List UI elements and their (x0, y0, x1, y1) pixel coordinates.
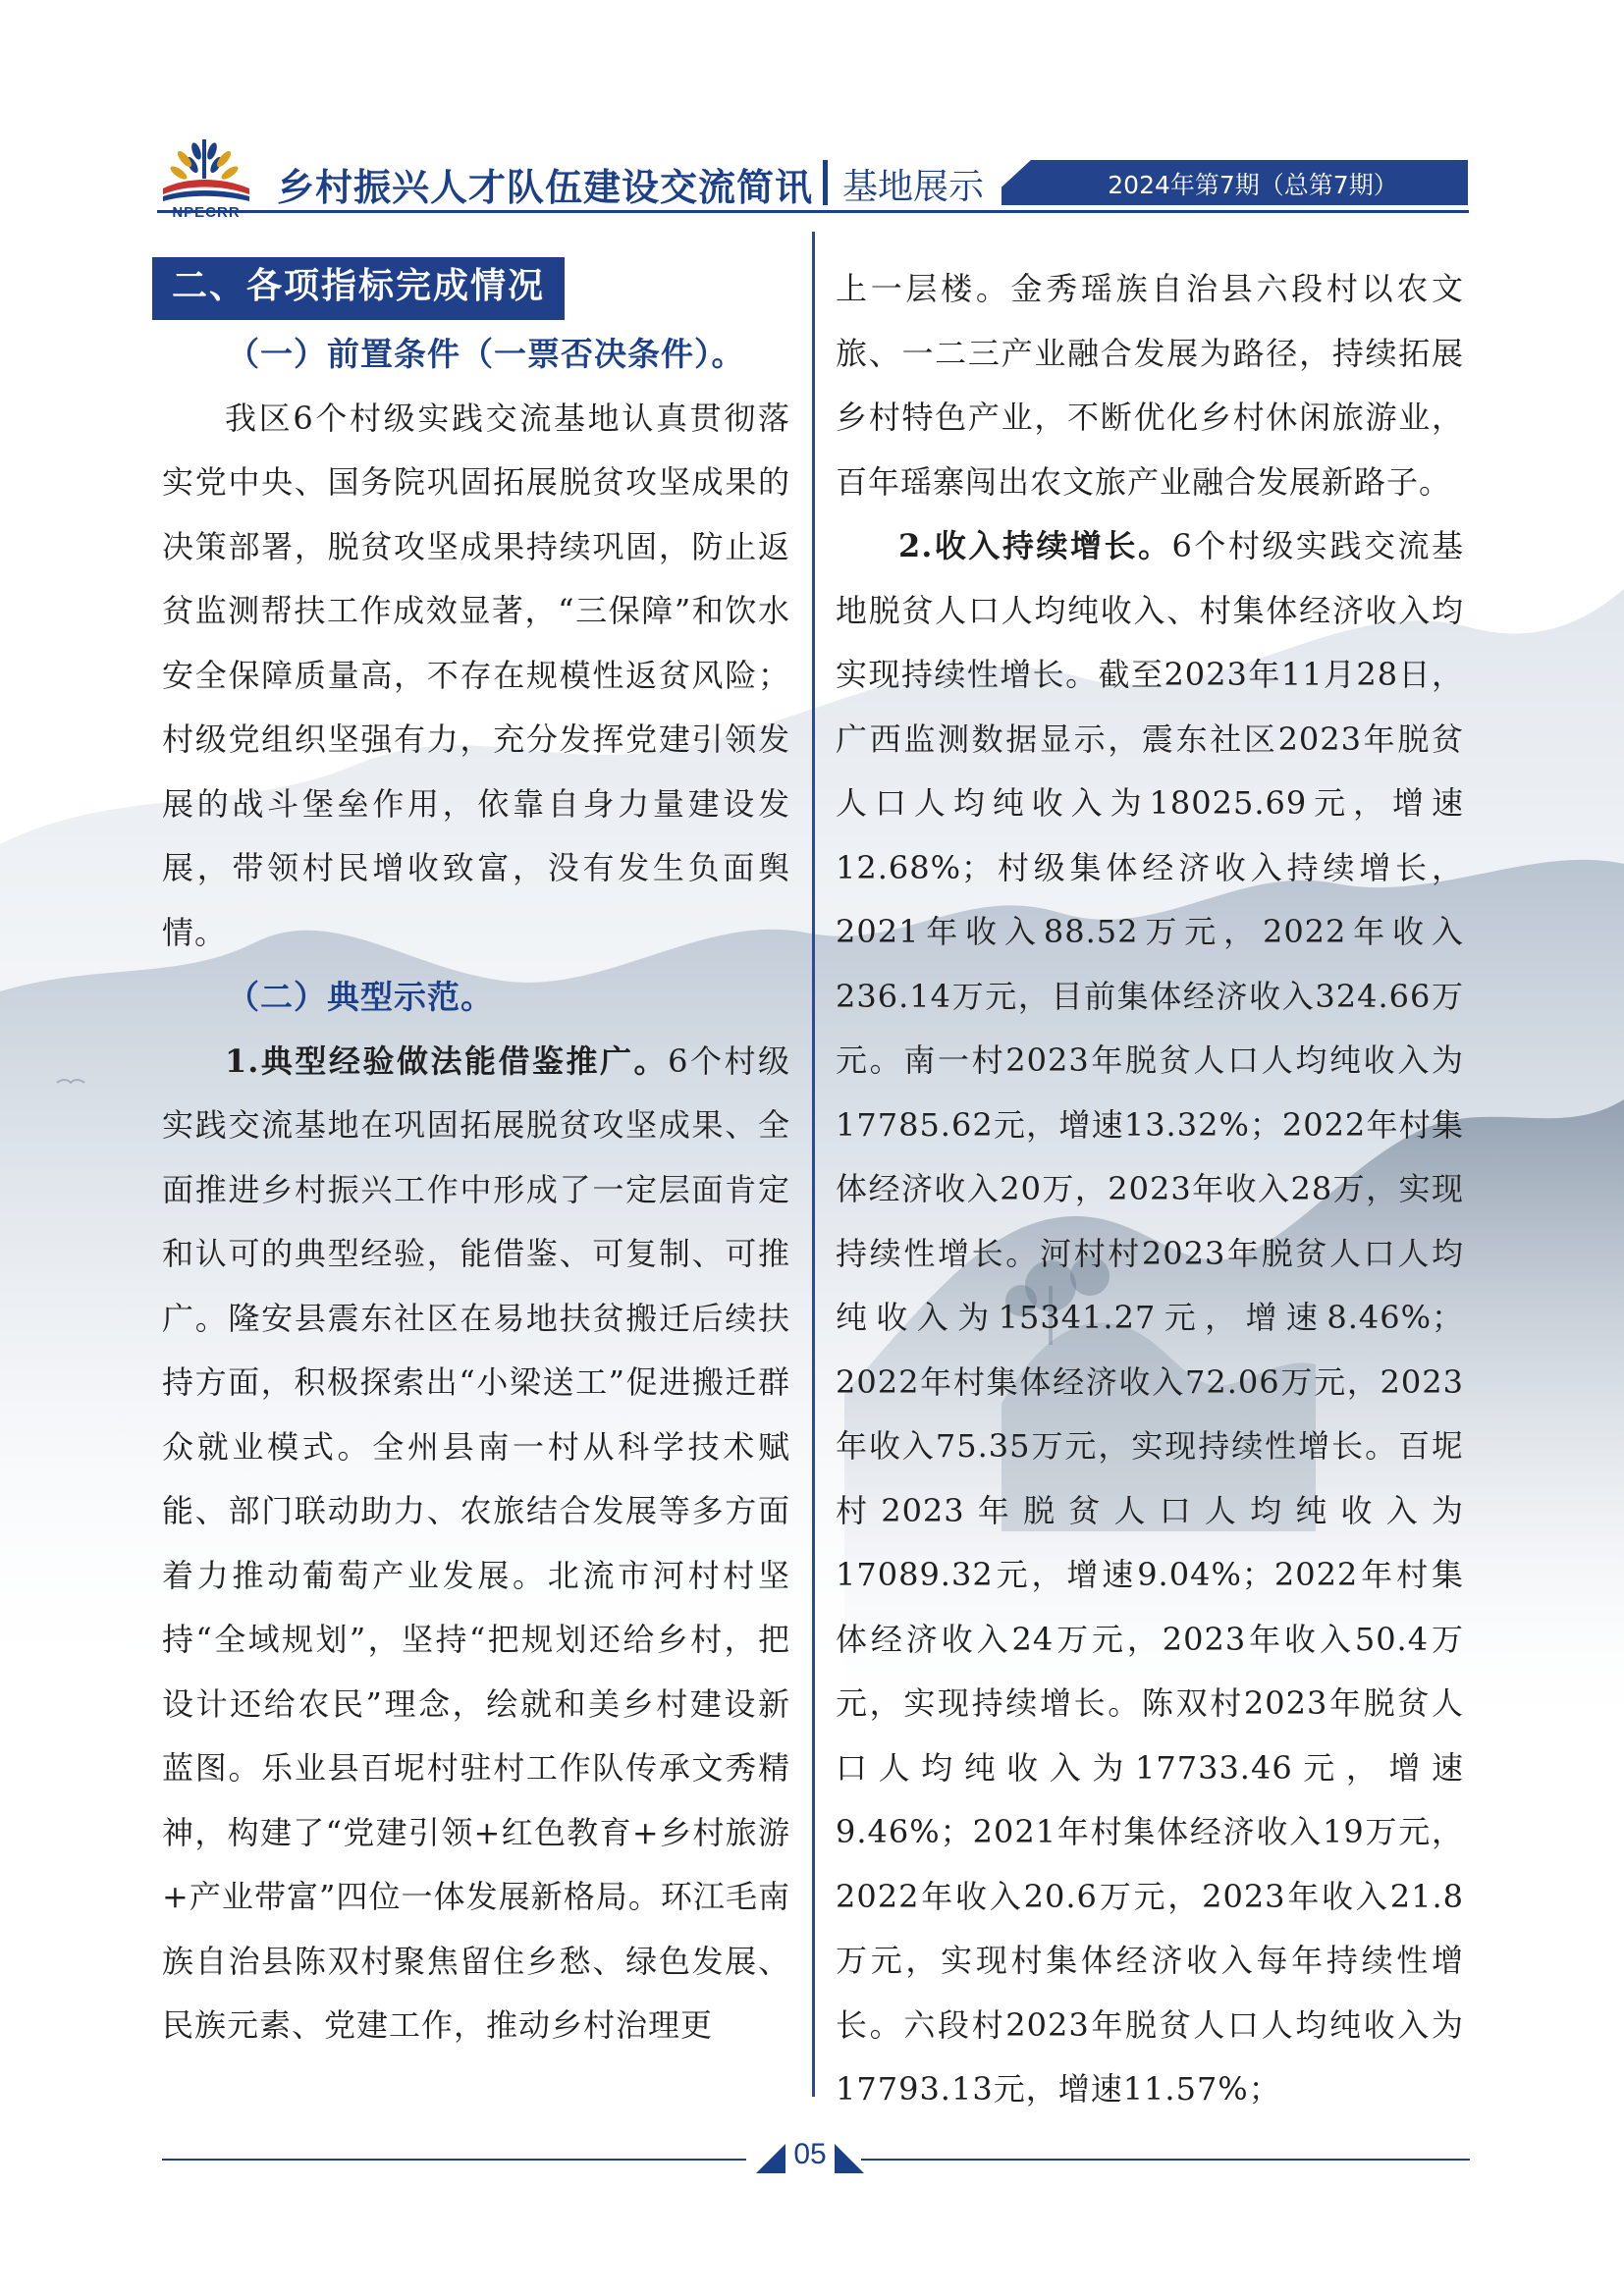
title-divider (823, 160, 828, 205)
paragraph-income-growth (836, 514, 1464, 2122)
page-number-text: 05 (793, 2138, 827, 2170)
section-heading: 二、各项指标完成情况 (152, 257, 565, 320)
paragraph-prerequisites: 我区6个村级实践交流基地认真贯彻落实党中央、国务院巩固拓展脱贫攻坚成果的决策部署，脱贫攻坚成果持续巩固，防止返贫监测帮扶工作成效显著，“三保障”和饮水安全保障质量高，不存在规模性返贫风险；村级党组织坚强有力，充分发挥党建引领发展的战斗堡垒作用，依靠自身力量建设发展，带领村民增收致富，没有发生负面舆情。 (162, 399, 790, 951)
issue-label: 2024年第7期（总第7期） (1108, 171, 1398, 199)
header-rule (157, 210, 1469, 213)
footer-rule-right (861, 2159, 1470, 2161)
page-number (756, 2138, 864, 2177)
section-name: 基地展示 (842, 167, 985, 207)
page-number-right-triangle (835, 2144, 864, 2173)
paragraph-typical-experience (162, 1030, 790, 2058)
paragraph-body: 6个村级实践交流基地脱贫人口人均纯收入、村集体经济收入均实现持续性增长。截至2023年11月28日，广西监测数据显示，震东社区2023年脱贫人口人均纯收入为18025.69元，增速12.68%；村级集体经济收入持续增长，2021年收入88.52万元，2022年收入236.14万元，目前集体经济收入324.66万元。南一村2023年脱贫人口人均纯收入为17785.62元，增速13.32%；2022年村集体经济收入20万，2023年收入28万，实现持续性增长。河村村2023年脱贫人口人均纯收入为15341.27元，增速8.46%；2022年村集体经济收入72.06万元，2023年收入75.35万元，实现持续性增长。百坭村2023年脱贫人口人均纯收入为17089.32元，增速9.04%；2022年村集体经济收入24万元，2023年收入50.4万元，实现持续增长。陈双村2023年脱贫人口人均纯收入为17733.46元，增速9.46%；2021年村集体经济收入19万元，2022年收入20.6万元，2023年收入21.8万元，实现村集体经济收入每年持续性增长。六段村2023年脱贫人口人均纯收入为17793.13元，增速11.57%； (836, 527, 1464, 2108)
subheading-prerequisites: （一）前置条件（一票否决条件）。 (227, 335, 745, 373)
footer-rule-left (162, 2159, 746, 2161)
paragraph-lead: 2.收入持续增长。 (898, 527, 1172, 564)
page-number-left-triangle (756, 2144, 785, 2173)
publication-title: 乡村振兴人才队伍建设交流简讯 (277, 166, 814, 209)
paragraph-body: 6个村级实践交流基地在巩固拓展脱贫攻坚成果、全面推进乡村振兴工作中形成了一定层面肯定和认可的典型经验，能借鉴、可复制、可推广。隆安县震东社区在易地扶贫搬迁后续扶持方面，积极探索出“小梁送工”促进搬迁群众就业模式。全州县南一村从科学技术赋能、部门联动助力、农旅结合发展等多方面着力推动葡萄产业发展。北流市河村村坚持“全域规划”，坚持“把规划还给乡村，把设计还给农民”理念，绘就和美乡村建设新蓝图。乐业县百坭村驻村工作队传承文秀精神，构建了“党建引领+红色教育+乡村旅游+产业带富”四位一体发展新格局。环江毛南族自治县陈双村聚焦留住乡愁、绿色发展、民族元素、党建工作，推动乡村治理更 (162, 1041, 790, 2044)
column-divider (812, 232, 815, 2097)
subheading-typical-demo: （二）典型示范。 (227, 978, 494, 1016)
left-column (162, 257, 790, 2058)
paragraph-continued: 上一层楼。金秀瑶族自治县六段村以农文旅、一二三产业融合发展为路径，持续拓展乡村特色产业，不断优化乡村休闲旅游业，百年瑶寨闯出农文旅产业融合发展新路子。 (836, 270, 1464, 501)
page-header (0, 0, 1624, 226)
paragraph-lead: 1.典型经验做法能借鉴推广。 (225, 1041, 669, 1080)
right-column (836, 257, 1464, 2122)
